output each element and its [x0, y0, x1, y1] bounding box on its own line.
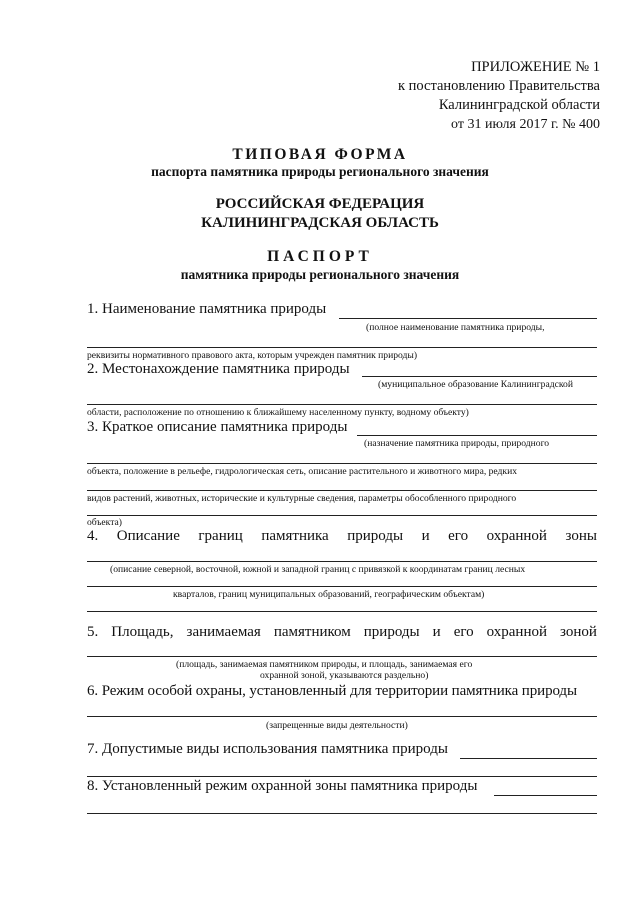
region-name: КАЛИНИНГРАДСКАЯ ОБЛАСТЬ [201, 215, 439, 231]
item-4-word: границ [198, 528, 243, 544]
form-title: ТИПОВАЯ ФОРМА [232, 146, 408, 163]
appendix-region: Калининградской области [438, 97, 600, 113]
item-5-word: памятником [273, 624, 351, 640]
item-3-hint-3: видов растений, животных, исторические и культурные сведения, параметры обособленного природного [87, 493, 517, 504]
item-4-fill-line-2[interactable] [87, 586, 597, 587]
item-4-word: охранной [486, 528, 547, 544]
appendix-number: ПРИЛОЖЕНИЕ № 1 [471, 59, 600, 75]
item-6-fill-line[interactable] [87, 716, 597, 717]
passport-subtitle: памятника природы регионального значения [180, 267, 460, 282]
item-4-hint: (описание северной, восточной, южной и западной границ с привязкой к координатам границ лесных [110, 564, 526, 575]
item-4-word: памятника [261, 528, 329, 544]
item-7-label: 7. Допустимые виды использования памятника природы [87, 741, 448, 757]
item-2-fill-line-2[interactable] [87, 404, 597, 405]
item-1-hint-2: реквизиты нормативного правового акта, которым учрежден памятник природы) [87, 350, 418, 361]
item-4-word: зоны [565, 528, 597, 544]
item-3-hint-4: объекта) [87, 517, 122, 528]
item-5-label [87, 624, 597, 641]
item-4-fill-line-3[interactable] [87, 611, 597, 612]
item-4-word: 4. [87, 528, 99, 544]
item-5-word: и [432, 624, 441, 640]
item-5-word: зоной [560, 624, 597, 640]
item-7-fill-line[interactable] [460, 758, 597, 759]
item-3-fill-line-3[interactable] [87, 490, 597, 491]
item-5-hint: (площадь, занимаемая памятником природы, и площадь, занимаемая его [176, 659, 473, 670]
passport-title: ПАСПОРТ [267, 248, 373, 265]
item-8-label: 8. Установленный режим охранной зоны памятника природы [87, 778, 478, 794]
item-4-word: Описание [116, 528, 180, 544]
item-8-fill-line[interactable] [494, 795, 597, 796]
item-6-hint: (запрещенные виды деятельности) [266, 720, 408, 731]
item-3-hint: (назначение памятника природы, природного [364, 438, 550, 449]
appendix-date: от 31 июля 2017 г. № 400 [451, 117, 600, 132]
item-5-fill-line[interactable] [87, 656, 597, 657]
item-8-fill-line-2[interactable] [87, 813, 597, 814]
item-3-hint-2: объекта, положение в рельефе, гидрологическая сеть, описание растительного и животного мира, редких [87, 466, 518, 477]
item-4-word: природы [347, 528, 404, 544]
item-7-fill-line-2[interactable] [87, 776, 597, 777]
item-2-hint: (муниципальное образование Калининградской [378, 379, 573, 390]
item-1-fill-line-2[interactable] [87, 347, 597, 348]
item-5-word: Площадь, [111, 624, 174, 640]
item-4-label [87, 528, 597, 545]
item-2-label: 2. Местонахождение памятника природы [87, 361, 350, 377]
item-4-fill-line[interactable] [87, 561, 597, 562]
item-5-word: природы [363, 624, 420, 640]
item-4-word: его [448, 528, 469, 544]
item-5-word: охранной [486, 624, 548, 640]
item-2-fill-line[interactable] [362, 376, 597, 377]
item-5-hint-2: охранной зоной, указываются раздельно) [260, 670, 429, 681]
item-4-word: и [421, 528, 430, 544]
form-subtitle: паспорта памятника природы регионального значения [151, 164, 489, 179]
item-3-fill-line-2[interactable] [87, 463, 597, 464]
item-5-word: его [453, 624, 474, 640]
item-2-hint-2: области, расположение по отношению к ближайшему населенному пункту, водному объекту) [87, 407, 469, 418]
item-1-label: 1. Наименование памятника природы [87, 301, 327, 317]
item-3-fill-line[interactable] [357, 435, 597, 436]
appendix-resolution: к постановлению Правительства [398, 78, 600, 94]
item-1-fill-line[interactable] [339, 318, 597, 319]
item-5-word: занимаемая [186, 624, 261, 640]
item-6-label: 6. Режим особой охраны, установленный для территории памятника природы [87, 683, 577, 699]
item-1-hint: (полное наименование памятника природы, [366, 322, 545, 333]
country-name: РОССИЙСКАЯ ФЕДЕРАЦИЯ [215, 196, 425, 212]
item-4-hint-2: кварталов, границ муниципальных образований, географическим объектам) [173, 589, 485, 600]
item-3-label: 3. Краткое описание памятника природы [87, 419, 348, 435]
item-3-fill-line-4[interactable] [87, 515, 597, 516]
item-5-word: 5. [87, 624, 99, 640]
